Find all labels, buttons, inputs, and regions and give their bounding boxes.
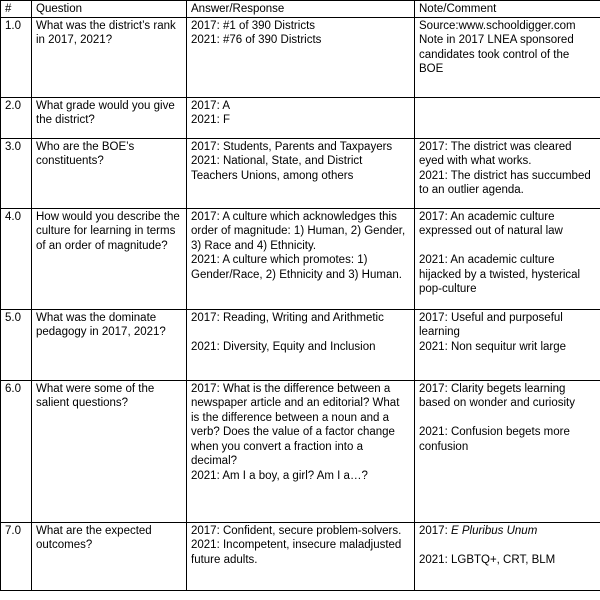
header-row — [1, 1, 600, 18]
row-number: 7.0 — [1, 522, 32, 590]
note-cell — [415, 97, 600, 138]
question-cell: What were some of the salient questions? — [32, 380, 187, 522]
answer-line: 2017: Reading, Writing and Arithmetic — [191, 311, 384, 324]
blank-line — [419, 411, 596, 426]
question-cell: What was the dominate pedagogy in 2017, 2021? — [32, 309, 187, 380]
answer-cell — [187, 97, 415, 138]
note-line: 2017: Useful and purposeful learning — [419, 311, 563, 338]
row-number: 6.0 — [1, 380, 32, 522]
answer-line: 2017: Confident, secure problem-solvers. — [191, 524, 402, 537]
answer-cell — [187, 309, 415, 380]
answer-line: 2021: Diversity, Equity and Inclusion — [191, 340, 376, 353]
answer-line: 2021: Incompetent, insecure maladjusted future adults. — [191, 539, 402, 566]
note-cell — [415, 309, 600, 380]
answer-line: 2017: What is the difference between a newspaper article and an editorial? What is the difference between a noun and a verb? Does the value of a factor change when you convert a fraction into a decimal? — [191, 382, 400, 467]
row-number: 5.0 — [1, 309, 32, 380]
blank-line — [191, 325, 410, 340]
table-row — [1, 97, 600, 138]
header-answer: Answer/Response — [187, 1, 415, 18]
answer-cell — [187, 380, 415, 522]
row-number: 4.0 — [1, 208, 32, 309]
answer-line: 2021: F — [191, 114, 230, 126]
answer-cell — [187, 17, 415, 97]
note-line: 2021: LGBTQ+, CRT, BLM — [419, 553, 556, 566]
row-number: 2.0 — [1, 97, 32, 138]
answer-line: 2021: #76 of 390 Districts — [191, 34, 322, 46]
note-cell — [415, 208, 600, 309]
blank-line — [419, 538, 596, 553]
note-line: 2017: The district was cleared eyed with what works. — [419, 140, 572, 167]
question-cell: What grade would you give the district? — [32, 97, 187, 138]
note-line: 2017: Clarity begets learning based on wonder and curiosity — [419, 382, 575, 409]
answer-line: 2021: Am I a boy, a girl? Am I a…? — [191, 469, 368, 482]
row-number: 3.0 — [1, 138, 32, 208]
answer-cell — [187, 138, 415, 208]
note-prefix: 2017: — [419, 524, 451, 537]
note-cell — [415, 522, 600, 590]
note-line — [419, 524, 596, 539]
question-cell: What was the district’s rank in 2017, 2021? — [32, 17, 187, 97]
answer-line: 2017: Students, Parents and Taxpayers — [191, 140, 393, 153]
note-line: 2021: Non sequitur writ large — [419, 340, 567, 353]
answer-line: 2017: A culture which acknowledges this order of magnitude: 1) Human, 2) Gender, 3) Race and 4) Ethnicity. — [191, 210, 406, 252]
note-line: Source:www.schooldigger.com — [419, 19, 576, 32]
question-cell: How would you describe the culture for learning in terms of an order of magnitude? — [32, 208, 187, 309]
question-cell: Who are the BOE’s constituents? — [32, 138, 187, 208]
note-line: 2021: The district has succumbed to an outlier agenda. — [419, 169, 591, 196]
table-row — [1, 522, 600, 590]
header-number: # — [1, 1, 32, 18]
note-line: Note in 2017 LNEA sponsored candidates took control of the BOE — [419, 34, 574, 75]
answer-line: 2017: #1 of 390 Districts — [191, 19, 316, 32]
answer-line: 2017: A — [191, 99, 231, 112]
note-line: 2017: An academic culture expressed out of natural law — [419, 210, 563, 237]
note-cell — [415, 17, 600, 97]
row-number: 1.0 — [1, 17, 32, 97]
header-note: Note/Comment — [415, 1, 600, 18]
note-line: 2021: An academic culture hijacked by a twisted, hysterical pop-culture — [419, 254, 581, 295]
blank-line — [419, 239, 596, 254]
header-question: Question — [32, 1, 187, 18]
question-cell: What are the expected outcomes? — [32, 522, 187, 590]
table-row — [1, 17, 600, 97]
answer-cell — [187, 208, 415, 309]
table-row — [1, 138, 600, 208]
motto-text: E Pluribus Unum — [450, 524, 538, 537]
note-cell — [415, 138, 600, 208]
table-row — [1, 309, 600, 380]
table-body — [1, 17, 600, 590]
answer-cell — [187, 522, 415, 590]
answer-line: 2021: National, State, and District Teachers Unions, among others — [191, 155, 363, 182]
table-row — [1, 208, 600, 309]
answer-line: 2021: A culture which promotes: 1) Gender/Race, 2) Ethnicity and 3) Human. — [191, 254, 402, 281]
note-cell — [415, 380, 600, 522]
table-row — [1, 380, 600, 522]
note-line: 2021: Confusion begets more confusion — [419, 426, 570, 453]
